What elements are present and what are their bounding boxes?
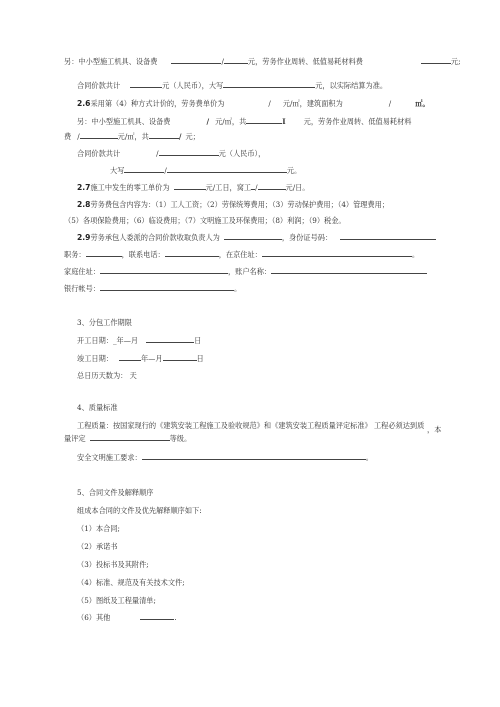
beijing-address-blank — [262, 256, 412, 257]
material-unit-fee-line: 费 / 元/㎡，共 / 元； — [64, 132, 200, 141]
daily-wage-blank — [174, 189, 206, 190]
safety-requirement-line: 安全文明施工要求： 。 — [77, 453, 373, 462]
account-name-blank — [271, 273, 427, 274]
material-fee-blank — [421, 63, 451, 64]
contract-total-line: 合同价款共计 元（人民币），大写 元，以实际结算为准。 — [77, 81, 388, 90]
bank-account-line: 银行帐号： 。 — [64, 284, 242, 293]
clause-2-9: 2.9劳务承包人委派的合同价款收取负责人为 ，身份证号码： — [77, 233, 436, 243]
start-date-line: 开工日期：_年—月 日 — [77, 336, 202, 345]
document-list-item: （2）承诺书 — [77, 542, 118, 551]
contract-total-line-2: 合同价款共计 / 元（人民币）， — [77, 149, 266, 158]
clause-2-8-continued: （5）各项保险费用；（6）临设费用；（7）文明施工及环保费用；（8）利润；（9）税金。 — [64, 216, 346, 225]
payee-name-blank — [224, 239, 282, 240]
end-date-line: 竣工日期： 年—月 日 — [77, 354, 204, 363]
document-list-item: （6）其他 . — [77, 613, 177, 622]
document-list-item: （1）本合同; — [77, 524, 120, 533]
clause-2-8: 2.8劳务费包含内容为：（1）工人工资；（2）劳保统筹费用；（3）劳动保护费用；（4）管理费用； — [77, 200, 390, 209]
section-5-title: 5、合同文件及解释顺序 — [77, 488, 154, 497]
id-number-blank — [340, 239, 436, 240]
idle-wage-blank — [258, 189, 286, 190]
section-4-title: 4、质量标准 — [77, 403, 118, 412]
bank-account-blank — [100, 290, 234, 291]
quality-grade-blank — [90, 440, 170, 441]
contract-total-blank — [130, 87, 162, 88]
document-list-item: （3）投标书及其附件; — [77, 560, 149, 569]
end-day-blank — [163, 360, 197, 361]
document-list-item: （4）标准、规范及有关技术文件; — [77, 578, 185, 587]
equipment-fee-line: 另：中小型施工机具、设备费 / 元，劳务作业周转、低值易耗材料费 元; — [64, 57, 461, 66]
equipment-unit-fee-line: 另：中小型施工机具、设备费 / 元/㎡，共 I 元，劳务作业周转、低值易耗材料 — [77, 117, 412, 126]
home-address-blank — [100, 273, 228, 274]
section-3-title: 3、分包工作期限 — [77, 318, 132, 327]
clause-2-6: 2.6采用第（4）种方式计价的，劳务费单价为 / 元/㎡，建筑面积为 / ㎡。 — [77, 99, 430, 108]
clause-2-7: 2.7施工中发生的零工单价为 元/工日，窝工 / 元/日。 — [77, 183, 310, 192]
start-day-blank — [146, 342, 194, 343]
quality-grade-line: 量评定 等级。 — [64, 434, 192, 443]
end-year-blank — [119, 360, 141, 361]
document-list-item: （5）图纸及工程量清单; — [77, 596, 156, 605]
quality-standard-line: 工程质量：按国家现行的《建筑安装工程施工及验收规范》和《建筑安装工程质量评定标准》 工程必须达到质 — [77, 421, 425, 430]
quality-standard-line-tail: ，本 — [427, 425, 442, 434]
home-address-line: 家庭住址： ，账户名称： — [64, 267, 427, 277]
phone-blank — [165, 256, 219, 257]
safety-requirement-blank — [142, 459, 366, 460]
contract-total-words-blank — [223, 87, 315, 88]
payee-contact-line: 职务： ，联系电话： ，在京住址： 。 — [64, 250, 420, 259]
contract-total-words-line: 大写 / 元。 — [110, 166, 302, 175]
position-blank — [86, 256, 122, 257]
document-order-intro: 组成本合同的文件及优先解释顺序如下: — [77, 506, 202, 515]
total-days-line: 总日历天数为： 天 — [77, 371, 137, 380]
equipment-fee-blank — [171, 63, 221, 64]
other-documents-blank — [140, 619, 174, 620]
